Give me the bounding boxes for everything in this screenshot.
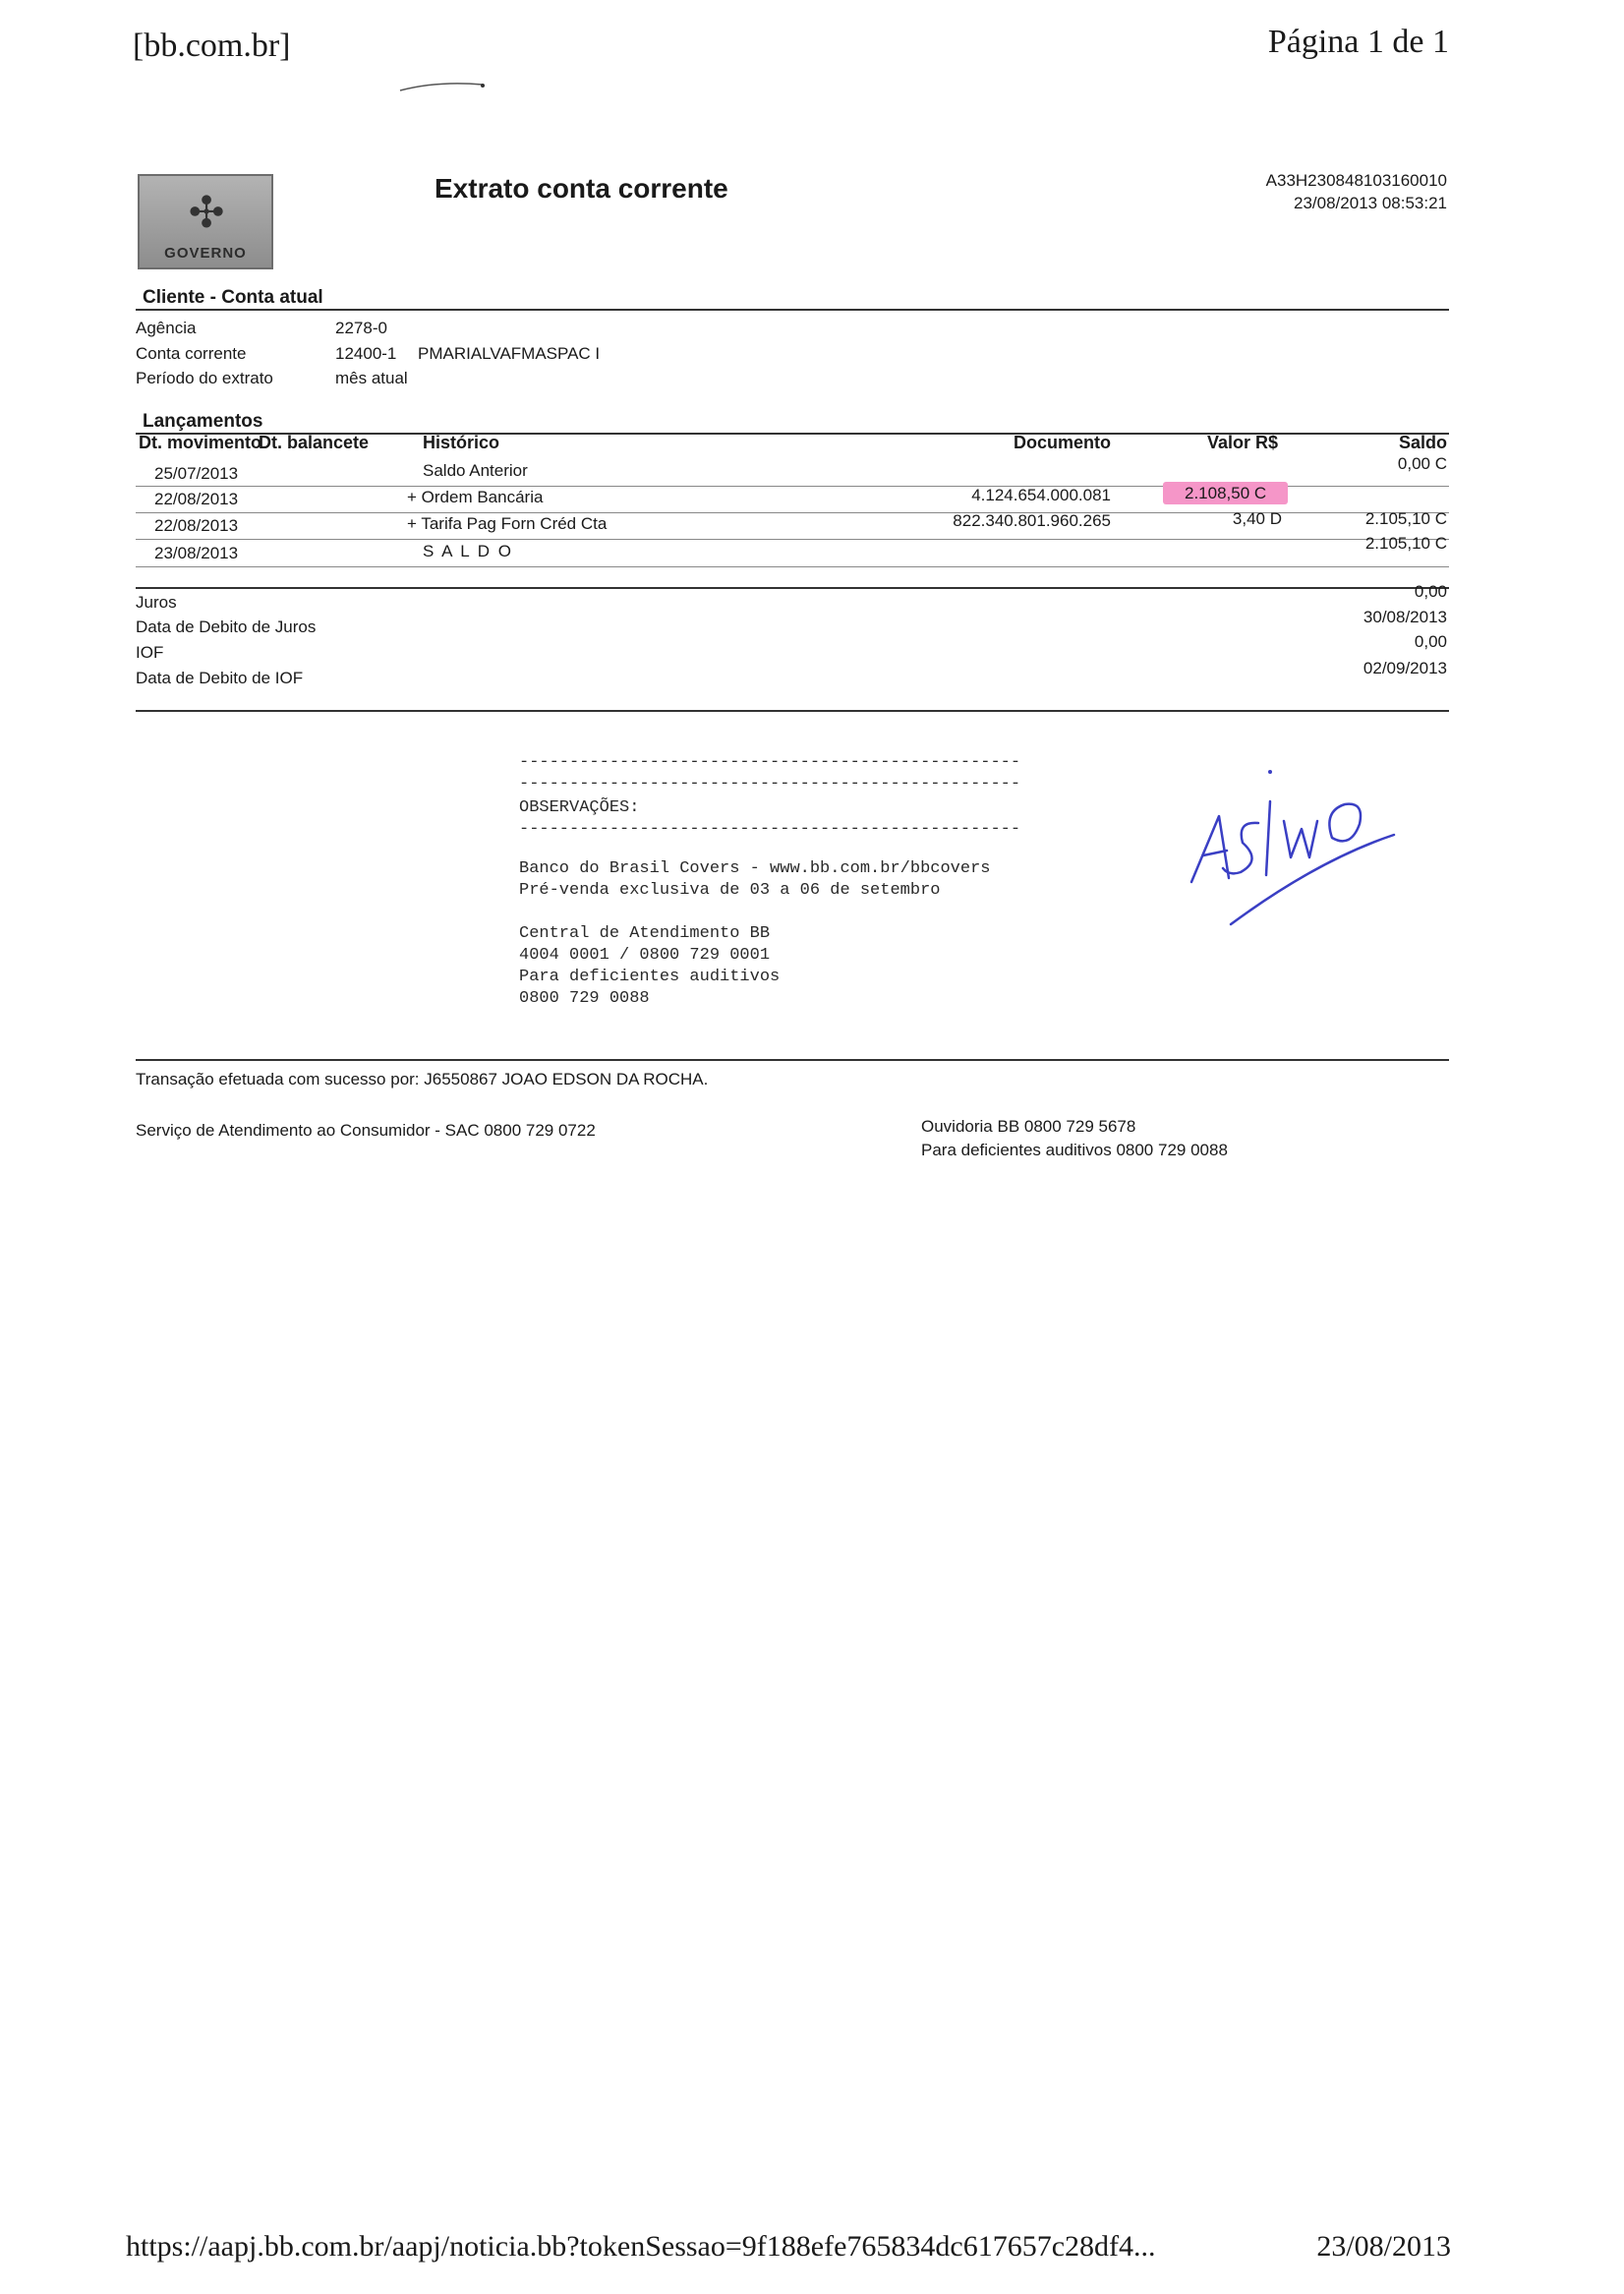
juros-label: Juros bbox=[136, 593, 177, 612]
divider bbox=[136, 1059, 1449, 1061]
cell-saldo: 2.105,10 C bbox=[1364, 534, 1447, 553]
document-datetime: 23/08/2013 08:53:21 bbox=[1294, 194, 1447, 212]
conta-value: 12400-1 bbox=[335, 344, 397, 363]
footer-date: 23/08/2013 bbox=[1316, 2230, 1451, 2263]
cell-historico: + Tarifa Pag Forn Créd Cta bbox=[407, 514, 608, 533]
cell-saldo: 2.105,10 C bbox=[1364, 509, 1447, 528]
cell-documento: 822.340.801.960.265 bbox=[953, 511, 1111, 530]
client-section-title: Cliente - Conta atual bbox=[143, 287, 323, 308]
agencia-value: 2278-0 bbox=[335, 319, 387, 337]
ouvidoria-info: Ouvidoria BB 0800 729 5678 bbox=[921, 1117, 1136, 1136]
cell-dt-movimento: 22/08/2013 bbox=[154, 516, 239, 535]
conta-label: Conta corrente bbox=[136, 344, 247, 363]
col-header-documento: Documento bbox=[1014, 433, 1111, 452]
row-divider bbox=[136, 539, 1449, 540]
transaction-info: Transação efetuada com sucesso por: J6550867 JOAO EDSON DA ROCHA. bbox=[136, 1070, 709, 1088]
obs-line: 0800 729 0088 bbox=[519, 989, 650, 1008]
data-juros-label: Data de Debito de Juros bbox=[136, 618, 317, 636]
divider bbox=[136, 587, 1449, 589]
iof-value: 0,00 bbox=[1414, 632, 1447, 651]
periodo-label: Período do extrato bbox=[136, 369, 273, 387]
highlighted-value: 2.108,50 C bbox=[1163, 482, 1288, 504]
obs-title: OBSERVAÇÕES: bbox=[519, 798, 640, 817]
cell-documento: 4.124.654.000.081 bbox=[971, 486, 1111, 504]
cell-dt-movimento: 23/08/2013 bbox=[154, 544, 239, 562]
bb-logo-icon: ✣ bbox=[188, 189, 225, 237]
cell-historico: S A L D O bbox=[423, 542, 514, 560]
obs-dash-line: -------------------------------------------------- bbox=[519, 820, 1021, 839]
col-header-dt-movimento: Dt. movimento bbox=[139, 433, 262, 452]
logo-text: GOVERNO bbox=[164, 245, 247, 262]
obs-line: Para deficientes auditivos bbox=[519, 968, 781, 986]
document-code: A33H230848103160010 bbox=[1265, 171, 1447, 190]
page-number: Página 1 de 1 bbox=[1267, 24, 1449, 60]
page-title: Extrato conta corrente bbox=[435, 173, 728, 204]
footer-url: https://aapj.bb.com.br/aapj/noticia.bb?tokenSessao=9f188efe765834dc617657c28df4... bbox=[126, 2230, 1156, 2263]
cell-historico: + Ordem Bancária bbox=[407, 488, 544, 506]
cell-dt-movimento: 25/07/2013 bbox=[154, 464, 239, 483]
obs-line: Central de Atendimento BB bbox=[519, 924, 771, 943]
agencia-label: Agência bbox=[136, 319, 197, 337]
site-name: [bb.com.br] bbox=[133, 28, 291, 64]
scan-mark bbox=[398, 81, 487, 94]
bb-logo bbox=[138, 174, 273, 269]
handwritten-signature bbox=[1180, 762, 1406, 934]
periodo-value: mês atual bbox=[335, 369, 408, 387]
lancamentos-title: Lançamentos bbox=[143, 411, 263, 432]
obs-line: 4004 0001 / 0800 729 0001 bbox=[519, 946, 771, 965]
data-juros-value: 30/08/2013 bbox=[1363, 608, 1447, 626]
cell-dt-movimento: 22/08/2013 bbox=[154, 490, 239, 508]
document-id bbox=[1266, 169, 1447, 214]
iof-label: IOF bbox=[136, 643, 164, 662]
cell-valor bbox=[1163, 484, 1288, 503]
obs-dash-line: -------------------------------------------------- bbox=[519, 775, 1021, 794]
col-header-valor: Valor R$ bbox=[1206, 433, 1278, 452]
sac-info: Serviço de Atendimento ao Consumidor - SAC 0800 729 0722 bbox=[136, 1121, 596, 1140]
col-header-dt-balancete: Dt. balancete bbox=[259, 433, 370, 452]
data-iof-label: Data de Debito de IOF bbox=[136, 669, 304, 687]
ouvidoria-auditivos: Para deficientes auditivos 0800 729 0088 bbox=[921, 1141, 1228, 1159]
cell-historico: Saldo Anterior bbox=[423, 461, 528, 480]
obs-dash-line: -------------------------------------------------- bbox=[519, 753, 1021, 772]
conta-name: PMARIALVAFMASPAC I bbox=[418, 344, 601, 363]
obs-line: Pré-venda exclusiva de 03 a 06 de setembro bbox=[519, 881, 941, 900]
col-header-historico: Histórico bbox=[423, 433, 500, 452]
row-divider bbox=[136, 566, 1449, 567]
juros-value: 0,00 bbox=[1414, 582, 1447, 601]
data-iof-value: 02/09/2013 bbox=[1363, 659, 1447, 677]
divider bbox=[136, 710, 1449, 712]
divider bbox=[136, 309, 1449, 311]
obs-line: Banco do Brasil Covers - www.bb.com.br/bbcovers bbox=[519, 859, 991, 878]
cell-saldo: 0,00 C bbox=[1397, 454, 1447, 473]
cell-valor: 3,40 D bbox=[1232, 509, 1282, 528]
col-header-saldo: Saldo bbox=[1398, 433, 1447, 452]
